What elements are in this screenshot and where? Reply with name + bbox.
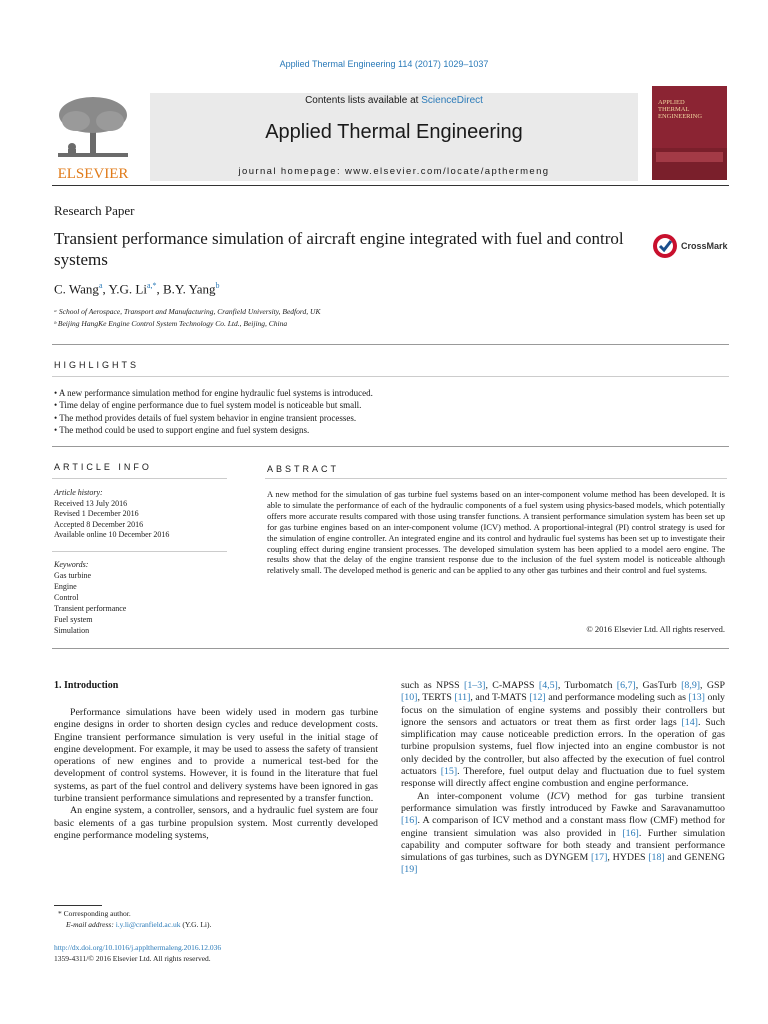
- sciencedirect-link[interactable]: ScienceDirect: [421, 95, 483, 106]
- article-history: [54, 488, 169, 541]
- keyword: Engine: [54, 582, 77, 591]
- doi-link[interactable]: http://dx.doi.org/10.1016/j.applthermaleng.2016.12.036: [54, 943, 222, 952]
- keyword: Fuel system: [54, 615, 93, 624]
- citation-link[interactable]: [17]: [590, 852, 608, 864]
- history-accepted: Accepted 8 December 2016: [54, 519, 144, 529]
- citation-link[interactable]: [15]: [440, 766, 458, 778]
- paragraph: An engine system, a controller, sensors, and a hydraulic fuel system are four basic elements of a gas turbine propulsion system. Most currently developed engine performance modeling systems,: [54, 805, 378, 841]
- highlight-item: • Time delay of engine performance due to fuel system model is noticeable but small.: [54, 400, 362, 410]
- header-divider: [52, 185, 729, 186]
- author-affiliation-marker[interactable]: a,*: [146, 281, 157, 290]
- cover-title-line-1: APPLIED: [658, 99, 685, 106]
- abstract-copyright: © 2016 Elsevier Ltd. All rights reserved.: [586, 624, 725, 634]
- journal-reference-link[interactable]: Applied Thermal Engineering 114 (2017) 1029–1037: [279, 59, 489, 69]
- citation-link[interactable]: [12]: [529, 692, 546, 704]
- elsevier-logo: [52, 93, 134, 183]
- abstract-bottom-rule: [52, 648, 729, 649]
- citation-link[interactable]: [1–3]: [464, 680, 486, 691]
- history-online: Available online 10 December 2016: [54, 530, 170, 539]
- history-received: Received 13 July 2016: [54, 498, 128, 508]
- abstract-heading: ABSTRACT: [267, 464, 340, 474]
- highlight-item: • The method provides details of fuel system behavior in engine transient processes.: [54, 413, 357, 423]
- highlights-rule: [52, 376, 729, 377]
- contents-line: [150, 95, 638, 106]
- author-name[interactable]: B.Y. Yang: [163, 281, 216, 297]
- keywords-label: Keywords:: [54, 560, 89, 569]
- keyword: Transient performance: [54, 604, 127, 613]
- issn-copyright: 1359-4311/© 2016 Elsevier Ltd. All rights reserved.: [54, 954, 211, 963]
- paper-type: Research Paper: [54, 203, 135, 218]
- paragraph: such as NPSS [1–3], C-MAPSS [4,5], Turbomatch [6,7], GasTurb [8,9], GSP [10], TERTS [11], and T-MATS [12] and performance modeling such as [13] only focus on the simulation of engine systems and possibly their controllers but ignore the sensors and actuators or treat them as first order lags [14]. Such simplification may cause noticeable prediction errors. In the operation of gas turbine propulsion systems, fuel flow injected into an engine combustor is not only decided by the controller, but also affected by the execution of fuel control actuators [15]. Therefore, fuel output delay and fluctuation due to fuel system response will directly affect engine combustion and engine performance.: [401, 680, 726, 790]
- corresponding-author-note: * Corresponding author.: [58, 909, 131, 918]
- email-link[interactable]: i.y.li@cranfield.ac.uk: [115, 920, 181, 929]
- citation-link[interactable]: [8,9]: [681, 680, 701, 691]
- paragraph: Performance simulations have been widely used in modern gas turbine engine designs in order to shorten design cycles and reduce development costs. Engine transient performance simulation is very useful in the initial stage of engine development. For example, it may be used to assess the safety of transient operations of new engines and to provide a numerical test-bed for the development of control systems. However, it is found in the literature that fuel systems, as part of the fuel control and delivery systems have been ignored in gas turbine transient performance simulations and represented by a transfer function.: [54, 707, 378, 805]
- author-name[interactable]: C. Wang: [54, 281, 99, 297]
- body-column-right: [401, 680, 725, 877]
- affiliation-b: ᵇ Beijing HangKe Engine Control System Technology Co. Ltd., Beijing, China: [54, 319, 288, 328]
- author-list: [54, 281, 220, 297]
- highlight-item: • A new performance simulation method for engine hydraulic fuel systems is introduced.: [54, 388, 373, 398]
- keyword: Simulation: [54, 626, 90, 635]
- article-info-rule: [52, 478, 227, 479]
- citation-link[interactable]: [10]: [401, 692, 418, 704]
- cover-title-line-3: ENGINEERING: [658, 113, 703, 120]
- affiliation-a: ᵃ School of Aerospace, Transport and Manufacturing, Cranfield University, Bedford, UK: [54, 307, 321, 316]
- highlights-heading: HIGHLIGHTS: [54, 360, 140, 370]
- history-label: Article history:: [54, 488, 103, 497]
- footnote: * Corresponding author. E-mail address: i.y.li@cranfield.ac.uk (Y.G. Li).: [58, 909, 212, 929]
- highlights-top-rule: [52, 344, 729, 345]
- citation-link[interactable]: [18]: [648, 852, 665, 864]
- citation-link[interactable]: [14]: [681, 716, 698, 728]
- section-heading-introduction: 1. Introduction: [54, 680, 119, 691]
- author-affiliation-marker[interactable]: b: [215, 281, 220, 290]
- cover-title-line-2: THERMAL: [658, 106, 690, 113]
- citation-link[interactable]: [13]: [688, 692, 705, 704]
- keywords-list: [54, 559, 126, 636]
- highlights-bottom-rule: [52, 446, 729, 447]
- citation-link[interactable]: [11]: [454, 692, 471, 704]
- contents-prefix: Contents lists available at: [305, 95, 422, 106]
- keywords-rule: [52, 551, 227, 552]
- author-affiliation-marker[interactable]: a: [98, 281, 103, 290]
- abstract-text: A new method for the simulation of gas turbine fuel systems based on an inter-component volume method has been developed. It is able to simulate the performance of each of the hydraulic components of a fuel system using physics-based models, which potentially offers more accurate results compared with those using transfer functions. A transient performance simulation system has been set up for gas turbine engines based on an inter-component volume (ICV) method. A proportional-integral (PI) control strategy is used for the simulation of engine controller. An integrated engine and its control and hydraulic fuel systems has been set up to investigate their coupling effect during engine transient processes. The developed simulation system has been applied to a model aero engine. The results show that the delay of the engine transient response due to the inclusion of the fuel system model is noticeable although relatively small. The developed method is generic and can be applied to any other gas turbines and their control and fuel systems.: [267, 489, 725, 576]
- doi-block: [54, 942, 221, 964]
- crossmark-button[interactable]: [652, 232, 732, 260]
- article-info-heading: ARTICLE INFO: [54, 462, 152, 472]
- citation-link[interactable]: [16]: [622, 827, 639, 839]
- crossmark-label: CrossMark: [681, 241, 728, 251]
- abstract-rule: [265, 478, 727, 479]
- keyword: Gas turbine: [54, 571, 92, 580]
- history-revised: Revised 1 December 2016: [54, 509, 139, 518]
- citation-link[interactable]: [6,7]: [616, 680, 636, 691]
- author-separator: ,: [156, 281, 163, 297]
- citation-link[interactable]: [19]: [401, 864, 418, 876]
- highlight-item: • The method could be used to support engine and fuel system designs.: [54, 425, 310, 435]
- citation-link[interactable]: [16]: [401, 815, 418, 827]
- citation-link[interactable]: [4,5]: [538, 680, 558, 691]
- author-separator: ,: [102, 281, 109, 297]
- article-title: Transient performance simulation of aircraft engine integrated with fuel and control systems: [54, 229, 624, 269]
- journal-cover-image: [652, 86, 727, 180]
- elsevier-logo-wordmark: ELSEVIER: [57, 166, 129, 182]
- body-column-left: [54, 693, 378, 842]
- footnote-rule: [54, 905, 102, 906]
- keyword: Control: [54, 593, 79, 602]
- journal-title: Applied Thermal Engineering: [265, 121, 523, 143]
- paragraph: An inter-component volume (ICV) method for gas turbine transient performance simulation was firstly introduced by Fawke and Saravanamuttoo [16]. A comparison of ICV method and a constant mass flow (CMF) method for engine transient simulation was also provided in [16]. Further simulation capability and computer software for both steady and transient performance simulations of gas turbines, such as DYNGEM [17], HYDES [18] and GENENG [19]: [401, 790, 726, 876]
- journal-homepage-link[interactable]: journal homepage: www.elsevier.com/locate/apthermeng: [238, 166, 550, 177]
- email-label: E-mail address:: [66, 920, 116, 929]
- author-name[interactable]: Y.G. Li: [108, 281, 147, 297]
